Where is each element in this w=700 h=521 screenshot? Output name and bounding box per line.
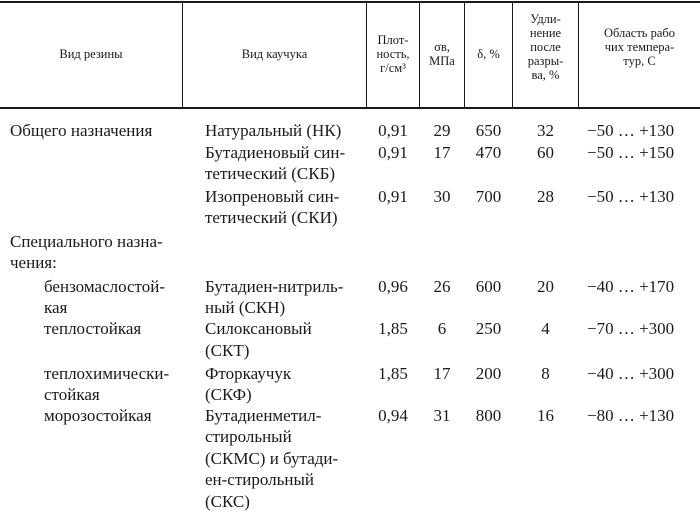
delta-cell: 800 <box>475 406 502 425</box>
temperature-cell: −50 … +130 <box>587 187 675 206</box>
elongation-cell: 28 <box>537 187 554 206</box>
density-cell: 0,94 <box>378 406 408 425</box>
elongation-cell: 8 <box>541 364 550 383</box>
elongation-cell: 60 <box>537 143 554 162</box>
header-caoutchouc-type-label: Вид каучука <box>241 47 308 61</box>
caoutchouc-type-cell: ен-стирольный <box>205 470 315 489</box>
header-density-line: г/см³ <box>380 61 406 75</box>
header-density <box>367 33 419 75</box>
header-sigma-line: σв, <box>434 40 450 54</box>
header-rubber-type-label: Вид резины <box>59 47 123 61</box>
header-density-line: Плот- <box>377 33 409 47</box>
caoutchouc-type-cell: Силоксановый <box>205 319 312 338</box>
caoutchouc-type-cell: (СКМС) и бутади- <box>205 449 339 468</box>
sigma-cell: 17 <box>433 364 451 383</box>
rubber-type-cell: морозостойкая <box>44 406 152 425</box>
header-elongation <box>513 12 578 82</box>
rubber-type-cell: бензомаслостой- <box>44 277 166 296</box>
header-elongation-line: Удли- <box>530 12 561 26</box>
temperature-cell: −40 … +170 <box>587 277 675 296</box>
header-bottom-rule <box>0 107 700 109</box>
temperature-cell: −50 … +130 <box>587 121 675 140</box>
sigma-cell: 26 <box>433 277 451 296</box>
header-delta-label: δ, % <box>477 47 500 61</box>
header-temperature-range <box>579 26 700 68</box>
delta-cell: 250 <box>475 319 502 338</box>
header-sigma-line: МПа <box>429 54 455 68</box>
header-elongation-line: нение <box>529 26 562 40</box>
elongation-cell: 4 <box>541 319 550 338</box>
header-temperature-line: чих темпера- <box>604 40 675 54</box>
header-delta <box>465 47 512 61</box>
caoutchouc-type-cell: (СКФ) <box>205 385 252 404</box>
rubber-type-cell: Общего назначения <box>10 121 153 140</box>
table-top-rule <box>0 1 700 3</box>
rubber-type-cell: чения: <box>10 253 57 272</box>
header-elongation-line: разры- <box>527 54 564 68</box>
sigma-cell: 17 <box>433 143 451 162</box>
delta-cell: 470 <box>475 143 502 162</box>
caoutchouc-type-cell: Бутадиеновый син- <box>205 143 346 162</box>
header-temperature-line: Область рабо <box>603 26 676 40</box>
caoutchouc-type-cell: стирольный <box>205 427 292 446</box>
caoutchouc-type-cell: Фторкаучук <box>205 364 292 383</box>
sigma-cell: 31 <box>433 406 451 425</box>
temperature-cell: −40 … +300 <box>587 364 675 383</box>
caoutchouc-type-cell: тетический (СКБ) <box>205 164 336 183</box>
elongation-cell: 20 <box>537 277 554 296</box>
density-cell: 0,91 <box>378 121 408 140</box>
caoutchouc-type-cell: (СКС) <box>205 492 250 511</box>
caoutchouc-type-cell: Бутадиенметил- <box>205 406 322 425</box>
caoutchouc-type-cell: (СКТ) <box>205 341 250 360</box>
density-cell: 0,96 <box>378 277 408 296</box>
caoutchouc-type-cell: Изопреновый син- <box>205 187 340 206</box>
header-caoutchouc-type <box>183 47 366 61</box>
delta-cell: 600 <box>475 277 502 296</box>
density-cell: 0,91 <box>378 143 408 162</box>
elongation-cell: 32 <box>537 121 554 140</box>
delta-cell: 650 <box>475 121 502 140</box>
rubber-type-cell: теплохимически- <box>44 364 170 383</box>
rubber-type-cell: теплостойкая <box>44 319 142 338</box>
header-elongation-line: ва, % <box>531 68 560 82</box>
density-cell: 1,85 <box>378 364 408 383</box>
sigma-cell: 30 <box>433 187 451 206</box>
delta-cell: 700 <box>475 187 502 206</box>
caoutchouc-type-cell: Бутадиен-нитриль- <box>205 277 344 296</box>
temperature-cell: −80 … +130 <box>587 406 675 425</box>
caoutchouc-type-cell: тетический (СКИ) <box>205 208 338 227</box>
header-rubber-type <box>0 47 182 61</box>
caoutchouc-type-cell: ный (СКН) <box>205 298 286 317</box>
rubber-type-cell: стойкая <box>44 385 100 404</box>
sigma-cell: 6 <box>437 319 447 338</box>
header-elongation-line: после <box>530 40 561 54</box>
caoutchouc-type-cell: Натуральный (НК) <box>205 121 342 140</box>
elongation-cell: 16 <box>537 406 554 425</box>
header-sigma <box>420 40 464 68</box>
temperature-cell: −50 … +150 <box>587 143 675 162</box>
header-temperature-line: тур, С <box>623 54 656 68</box>
delta-cell: 200 <box>475 364 502 383</box>
density-cell: 0,91 <box>378 187 408 206</box>
sigma-cell: 29 <box>433 121 451 140</box>
rubber-type-cell: Специального назна- <box>10 232 163 251</box>
rubber-type-cell: кая <box>44 298 68 317</box>
header-density-line: ность, <box>376 47 410 61</box>
temperature-cell: −70 … +300 <box>587 319 675 338</box>
density-cell: 1,85 <box>378 319 408 338</box>
